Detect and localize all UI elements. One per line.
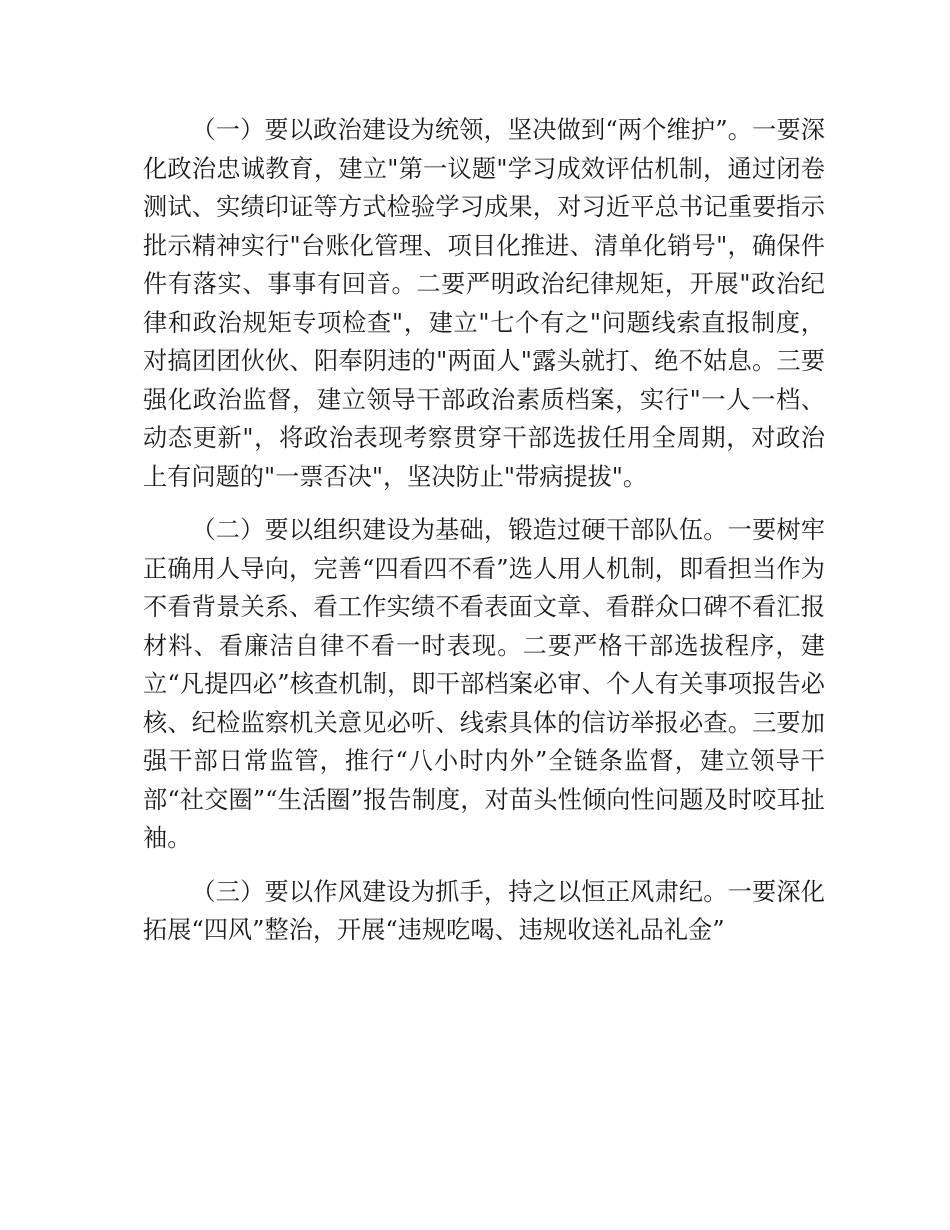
paragraph-section-1: （一）要以政治建设为统领，坚决做到“两个维护”。一要深化政治忠诚教育，建立"第一议题"学习成效评估机制，通过闭卷测试、实绩印证等方式检验学习成果，对习近平总书记重要指示批示精神实行"台账化管理、项目化推进、清单化销号"，确保件件有落实、事事有回音。二要严明政治纪律规矩，开展"政治纪律和政治规矩专项检查"，建立"七个有之"问题线索直报制度，对搞团团伙伙、阳奉阴违的"两面人"露头就打、绝不姑息。三要强化政治监督，建立领导干部政治素质档案，实行"一人一档、动态更新"，将政治表现考察贯穿干部选拔任用全周期，对政治上有问题的"一票否决"，坚决防止"带病提拔"。 <box>143 116 825 491</box>
document-body <box>143 111 825 950</box>
paragraph-section-2: （二）要以组织建设为基础，锻造过硬干部队伍。一要树牢正确用人导向，完善“四看四不看”选人用人机制，即看担当作为不看背景关系、看工作实绩不看表面文章、看群众口碑不看汇报材料、看廉洁自律不看一时表现。二要严格干部选拔程序，建立“凡提四必”核查机制，即干部档案必审、个人有关事项报告必核、纪检监察机关意见必听、线索具体的信访举报必查。三要加强干部日常监管，推行“八小时内外”全链条监督，建立领导干部“社交圈”“生活圈”报告制度，对苗头性倾向性问题及时咬耳扯袖。 <box>143 516 825 852</box>
paragraph-section-3: （三）要以作风建设为抓手，持之以恒正风肃纪。一要深化拓展“四风”整治，开展“违规吃喝、违规收送礼品礼金” <box>143 877 825 944</box>
